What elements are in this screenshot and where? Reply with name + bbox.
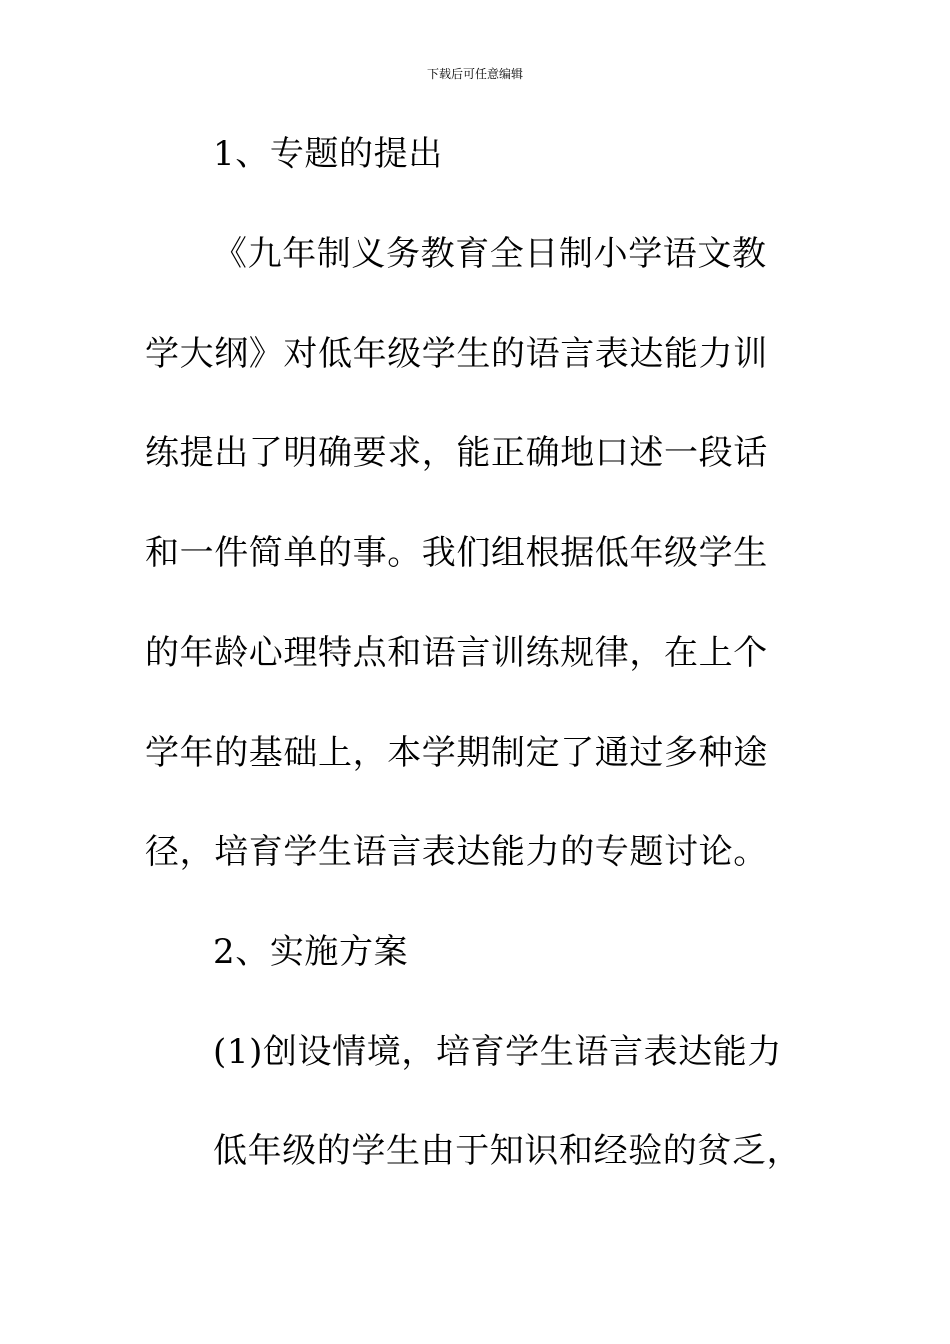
section-heading-1: 1、专题的提出	[213, 134, 443, 174]
paragraph-line: 低年级的学生由于知识和经验的贫乏，	[213, 1131, 802, 1171]
page-header: 下载后可任意编辑	[426, 67, 523, 81]
paragraph-line: 径，培育学生语言表达能力的专题讨论。	[145, 832, 768, 872]
paragraph-line: 和一件简单的事。我们组根据低年级学生	[145, 533, 768, 573]
paragraph-line: 的年龄心理特点和语言训练规律，在上个	[145, 633, 768, 673]
section-heading-2: 2、实施方案	[213, 932, 409, 972]
paragraph-line: 学大纲》对低年级学生的语言表达能力训	[145, 334, 768, 374]
paragraph-line: 《九年制义务教育全日制小学语文教	[213, 234, 767, 274]
paragraph-line: 学年的基础上，本学期制定了通过多种途	[145, 733, 768, 773]
subsection-heading: (1)创设情境，培育学生语言表达能力	[213, 1032, 782, 1072]
paragraph-line: 练提出了明确要求，能正确地口述一段话	[145, 433, 768, 473]
